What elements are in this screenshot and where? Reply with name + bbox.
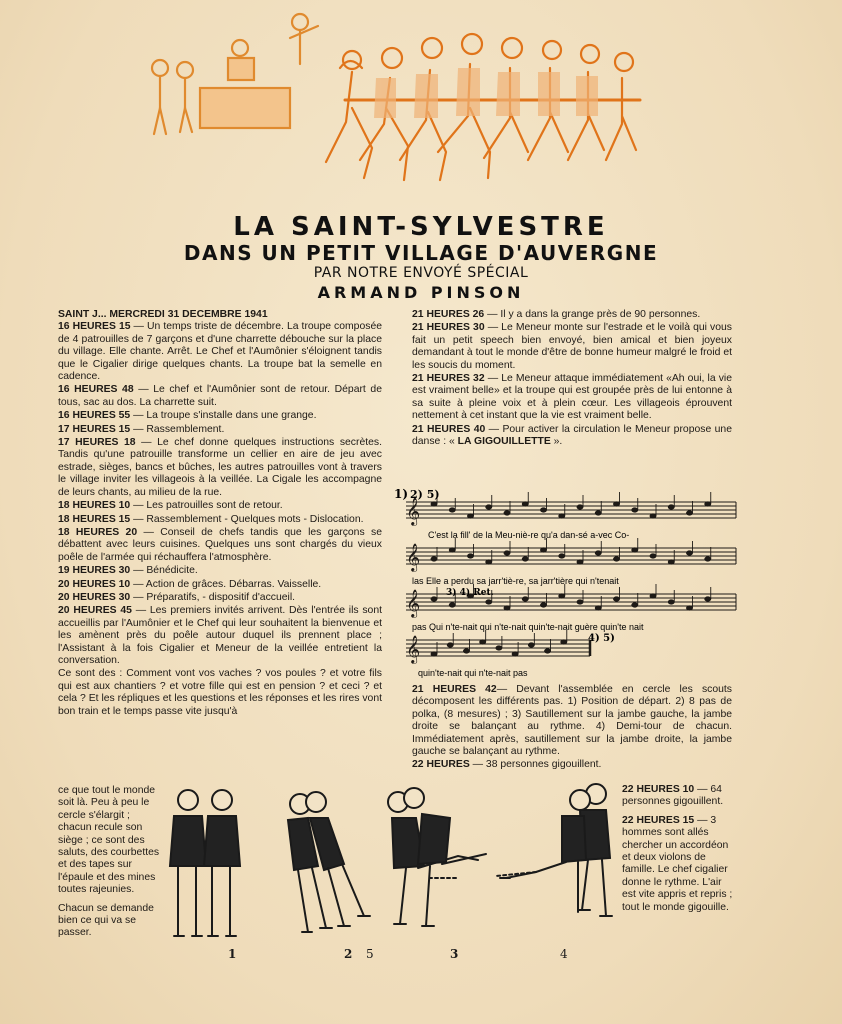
music-note — [541, 508, 547, 512]
music-note — [595, 551, 601, 555]
entry-text: — Le chef donne quelques instructions secrètes. Tandis qu'une patrouille transforme un cellier en aire de jeu avec estrade, sièges, bancs et bûches, les autres patrouilles vont à travers le village inviter les villageois à la veillée. La Cigale les accompagne de leurs chants, au milieu de la rue. — [58, 437, 382, 498]
entry-text: — Préparatifs, - dispositif d'accueil. — [130, 591, 296, 603]
music-note — [668, 600, 674, 604]
entry-time: 18 HEURES 20 — [58, 526, 138, 538]
log-entry — [622, 815, 734, 914]
music-note — [687, 606, 693, 610]
log-entry — [58, 592, 382, 604]
treble-clef: 𝄞 — [406, 590, 421, 617]
log-entry — [412, 759, 732, 771]
log-entry — [412, 322, 732, 372]
log-entry — [412, 373, 732, 423]
entry-time: 22 HEURES — [412, 759, 470, 771]
music-note — [528, 643, 534, 647]
entry-time: 22 HEURES 10 — [622, 784, 695, 795]
figure-number: 4 — [560, 947, 568, 961]
entry-text: — Rassemblement - Quelques mots - Dislocation. — [130, 513, 364, 525]
dance-steps-illustration — [160, 778, 622, 968]
music-score — [394, 484, 740, 684]
music-note — [486, 600, 492, 604]
music-note — [447, 643, 453, 647]
music-note — [431, 597, 437, 601]
music-note — [541, 548, 547, 552]
music-note — [559, 514, 565, 518]
entry-time: 22 HEURES 15 — [622, 814, 695, 826]
music-note — [687, 511, 693, 515]
music-note — [496, 646, 502, 650]
treble-clef: 𝄞 — [406, 544, 421, 571]
log-entry — [58, 565, 382, 577]
entry-text: — Le chef et l'Aumônier sont de retour. Départ de tous, sac au dos. La charrette suit. — [58, 384, 382, 408]
entry-text: — 38 personnes gigouillent. — [469, 759, 602, 771]
music-note — [561, 640, 567, 644]
music-note — [632, 548, 638, 552]
entry-text: — Les premiers invités arrivent. Dès l'entrée ils sont accueillis par l'Aumônier et le Chef qui leur souhaitent la bienvenue et les amènent près du poêle autour duquel ils prennent place ; l'Assistant à la fois Cigalier et Meneur de la veillée entretient la conversation. — [58, 605, 382, 666]
music-note — [614, 597, 620, 601]
entry-time: 16 HEURES 48 — [58, 384, 134, 396]
entry-text: — Le Meneur attaque immédiatement «Ah oui, la vie est vraiment belle» et la troupe qui est groupée près de lui entonne à sa suite à pleine voix et à plein cœur. Les villageois éprouvent nettement à cet instant que la vie est vraiment belle. — [412, 373, 732, 422]
entry-text: — 64 personnes gigouillent. — [622, 784, 724, 808]
music-note — [545, 649, 551, 653]
music-marker: 4) 5) — [588, 633, 615, 644]
music-note — [705, 597, 711, 601]
entry-text: — Bénédicite. — [130, 565, 198, 577]
log-entry — [58, 514, 382, 526]
music-note — [468, 514, 474, 518]
lyric-line: quin'te-nait qui n'te-nait pas — [418, 668, 528, 678]
lyric-line: las Elle a perdu sa jarr'tiè-re, sa jarr'tière qui n'tenait — [412, 576, 619, 586]
log-entry — [58, 321, 382, 383]
right-column — [412, 309, 732, 449]
log-entry — [58, 605, 382, 667]
music-note — [614, 502, 620, 506]
music-note — [705, 502, 711, 506]
lyric-line: pas Qui n'te-nait qui n'te-nait quin'te-nait guère quin'te nait — [412, 622, 644, 632]
figure-number: 3 — [450, 947, 459, 961]
entry-time: 20 HEURES 30 — [58, 591, 131, 603]
treble-clef: 𝄞 — [406, 498, 421, 525]
music-note — [449, 603, 455, 607]
log-entry — [58, 579, 382, 591]
figure-number: 2 — [344, 947, 353, 961]
entry-time: 20 HEURES 45 — [58, 605, 132, 617]
entry-time: 21 HEURES 30 — [412, 322, 485, 334]
music-note — [577, 600, 583, 604]
entry-time: 21 HEURES 40 — [412, 423, 486, 435]
music-note — [650, 514, 656, 518]
log-entry — [58, 500, 382, 512]
music-marker: 3) 4) Ret. — [446, 588, 494, 598]
dance-figure-4 — [496, 784, 612, 916]
music-note — [614, 557, 620, 561]
music-note — [431, 557, 437, 561]
music-note — [632, 603, 638, 607]
entry-time: 16 HEURES 55 — [58, 410, 131, 422]
entry-time: 16 HEURES 15 — [58, 321, 131, 333]
entry-text: — Conseil de chefs tandis que les garçons se débattent avec leurs cuisines. Quelques uns sont chargés du vieux poêle de l'armée qui réchauffera l'atmosphère. — [58, 526, 382, 563]
entry-time: 18 HEURES 15 — [58, 513, 131, 525]
entry-time: 21 HEURES 32 — [412, 373, 485, 385]
music-note — [522, 597, 528, 601]
entry-time: 20 HEURES 10 — [58, 578, 131, 590]
entry-text: — Il y a dans la grange près de 90 personnes. — [484, 309, 701, 320]
paragraph: Ce sont des : Comment vont vos vaches ? vos poules ? et votre fils qui est aux chantiers ? et votre fille qui est en pension ? et ceci ? et cela ? Et les répliques et les questions et les réponses et les rires vont bon train et le temps passe vite jusqu'à — [58, 668, 382, 717]
entry-text: — Un temps triste de décembre. La troupe composée de 4 patrouilles de 7 garçons et d'une charrette débouche sur la place du village. Elle chante. Arrêt. Le Chef et l'Aumônier s'éloignent tandis que le Cigalier dirige quelques chants. La troupe bat la semelle en cadence. — [58, 321, 382, 383]
music-note — [632, 508, 638, 512]
dateline: SAINT J... MERCREDI 31 DECEMBRE 1941 — [58, 309, 268, 320]
paragraph: ce que tout le monde soit là. Peu à peu le cercle s'élargit ; chacun recule son siège ; ce sont des saluts, des courbettes et des tapes sur l'épaule et des mines toutes rajeunies. — [58, 785, 160, 896]
entry-time: 18 HEURES 10 — [58, 500, 131, 512]
entry-text: — Les patrouilles sont de retour. — [130, 500, 283, 512]
music-note — [522, 502, 528, 506]
music-note — [512, 652, 518, 656]
entry-time: 21 HEURES 42 — [412, 684, 497, 695]
music-note — [504, 606, 510, 610]
music-note — [522, 557, 528, 561]
page-title: LA SAINT-SYLVESTRE — [233, 212, 609, 242]
log-entry — [58, 424, 382, 436]
log-entry — [58, 384, 382, 409]
music-note — [650, 554, 656, 558]
entry-text: — Rassemblement. — [130, 423, 225, 435]
music-note — [468, 554, 474, 558]
right-column-continued — [412, 684, 732, 773]
music-note — [668, 560, 674, 564]
music-note — [595, 511, 601, 515]
music-note — [504, 511, 510, 515]
entry-text: — Action de grâces. Débarras. Vaisselle. — [130, 578, 322, 590]
music-note — [687, 551, 693, 555]
dancers-illustration — [140, 8, 660, 204]
log-entry — [412, 424, 732, 449]
log-entry — [622, 784, 734, 809]
right-wrap-text — [622, 784, 734, 915]
music-marker: 1) — [394, 487, 409, 501]
entry-time: 21 HEURES 26 — [412, 309, 485, 320]
entry-text: — Pour activer la circulation le Meneur propose une danse : « — [412, 423, 732, 448]
log-entry — [58, 410, 382, 422]
treble-clef: 𝄞 — [406, 636, 421, 663]
log-entry — [58, 437, 382, 499]
music-note — [431, 652, 437, 656]
left-column — [58, 309, 382, 719]
music-note — [541, 603, 547, 607]
log-entry — [412, 309, 732, 321]
dance-figure-2 — [288, 792, 370, 932]
music-note — [577, 505, 583, 509]
dance-name: LA GIGOUILLETTE — [457, 436, 551, 448]
music-note — [486, 505, 492, 509]
music-marker: 2) 5) — [410, 488, 440, 501]
entry-text: ». — [550, 436, 563, 448]
dance-figure-3 — [388, 788, 486, 926]
figure-number: 1 — [228, 947, 237, 961]
music-note — [431, 502, 437, 506]
entry-text: — Devant l'assemblée en cercle les scouts décomposent les différents pas. 1) Position de départ. 2) 8 pas de polka, (8 mesures) ; 3) Sautillement sur la jambe gauche, la jambe droite se balançant au rythme. 4) Demi-tour de chacun. Immédiatement après, sautillement sur la jambe droite, la jambe gauche se balançant au rythme. — [412, 684, 732, 758]
byline: PAR NOTRE ENVOYÉ SPÉCIAL — [313, 265, 529, 281]
music-note — [595, 606, 601, 610]
entry-text: — La troupe s'installe dans une grange. — [130, 410, 317, 422]
author-name: ARMAND PINSON — [317, 283, 525, 302]
music-note — [463, 649, 469, 653]
entry-time: 19 HEURES 30 — [58, 565, 131, 577]
entry-time: 17 HEURES 18 — [58, 437, 136, 449]
figure-number: 5 — [366, 947, 374, 961]
entry-text: — 3 hommes sont allés chercher un accordéon et deux violons de famille. Le chef cigalier donne le rythme. L'air est vite appris et repris ; tout le monde gigouille. — [622, 814, 733, 913]
left-wrap-text — [58, 785, 166, 940]
music-note — [486, 560, 492, 564]
page-subtitle: DANS UN PETIT VILLAGE D'AUVERGNE — [183, 241, 659, 265]
entry-time: 17 HEURES 15 — [58, 423, 131, 435]
entry-text: — Le Meneur monte sur l'estrade et le voilà qui vous fait un petit speech bien envoyé, bien amical et bien joyeux demandant à tout le monde d'être de bonne humeur malgré le froid et les soucis du moment. — [412, 322, 732, 371]
music-note — [480, 640, 486, 644]
log-entry — [58, 527, 382, 564]
music-note — [504, 551, 510, 555]
music-note — [559, 594, 565, 598]
lyric-line: C'est la fill' de la Meu-niè-re qu'a dan-sé a-vec Co- — [428, 530, 630, 540]
music-note — [449, 548, 455, 552]
music-note — [705, 557, 711, 561]
music-note — [559, 554, 565, 558]
paragraph: Chacun se demande bien ce qui va se passer. — [58, 902, 154, 939]
music-note — [449, 508, 455, 512]
music-note — [668, 505, 674, 509]
music-note — [577, 560, 583, 564]
dance-figure-1 — [170, 790, 240, 936]
music-note — [650, 594, 656, 598]
log-entry — [412, 684, 732, 758]
